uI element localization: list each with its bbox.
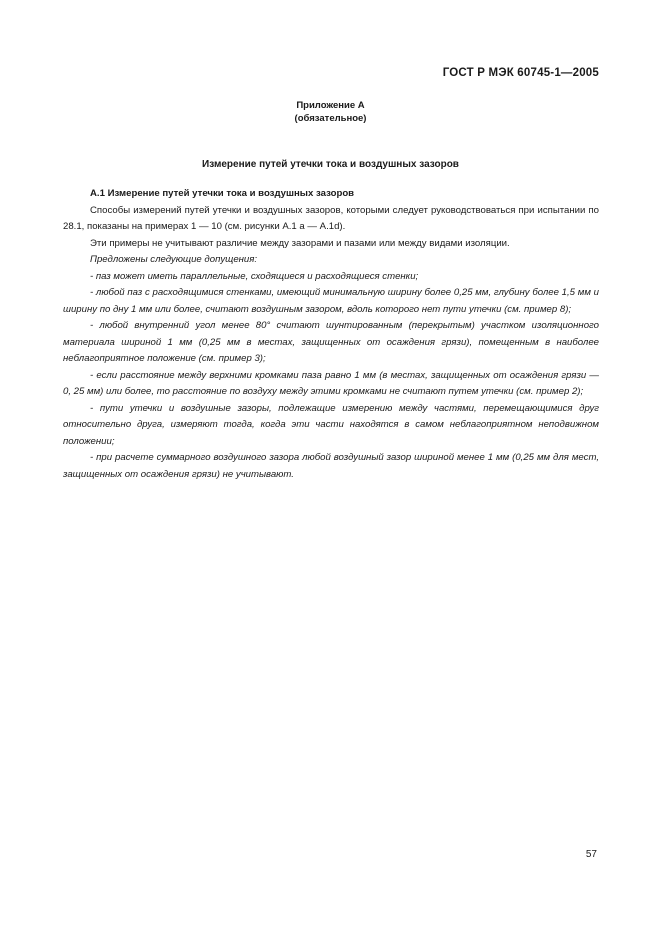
appendix-title: Приложение А [296, 100, 365, 111]
assumption-item: - любой внутренний угол менее 80° считают шунтированным (перекрытым) участком изоляционного материала шириной 1 мм (0,25 мм в местах, защищенных от осаждения грязи), помещенным в наиболее неблагоприятное положение (см. пример 3); [63, 320, 599, 364]
paragraph-examples-note: Эти примеры не учитывают различие между зазорами и пазами или между видами изоляции. [90, 237, 510, 249]
assumption-item: - пути утечки и воздушные зазоры, подлежащие измерению между частями, перемещающимися друг относительно друга, измеряют тогда, когда эти части находятся в самом неблагоприятном неподвижном положении; [63, 402, 599, 447]
assumption-item: - при расчете суммарного воздушного зазора любой воздушный зазор шириной менее 1 мм (0,25 мм для мест, защищенных от осаждения грязи) не учитывают. [63, 452, 599, 480]
subsection-title: А.1 Измерение путей утечки тока и воздушных зазоров [90, 188, 355, 199]
assumption-item: - если расстояние между верхними кромками паза равно 1 мм (в местах, защищенных от осаждения грязи — 0, 25 мм) или более, то расстояние по воздуху между этими кромками не считают путем утечки (см. пример 2); [63, 369, 599, 397]
section-title: Измерение путей утечки тока и воздушных зазоров [202, 159, 459, 170]
assumption-item: - любой паз с расходящимися стенками, имеющий минимальную ширину более 0,25 мм, глубину более 1,5 мм и ширину по дну 1 мм или более, считают воздушным зазором, вдоль которого нет пути утечки (см. пример 8); [63, 287, 599, 315]
paragraph-assumptions-intro: Предложены следующие допущения: [90, 254, 258, 265]
page-number: 57 [585, 849, 597, 860]
document-code: ГОСТ Р МЭК 60745-1—2005 [442, 67, 599, 79]
assumption-item: - паз может иметь параллельные, сходящиеся и расходящиеся стенки; [90, 270, 419, 282]
document-body [63, 186, 599, 483]
appendix-heading [0, 99, 661, 125]
paragraph-methods: Способы измерений путей утечки и воздушных зазоров, которыми следует руководствоваться при испытании по 28.1, показаны на примерах 1 — 10 (см. рисунки А.1 а — А.1d). [63, 204, 599, 232]
appendix-status: (обязательное) [294, 113, 367, 124]
